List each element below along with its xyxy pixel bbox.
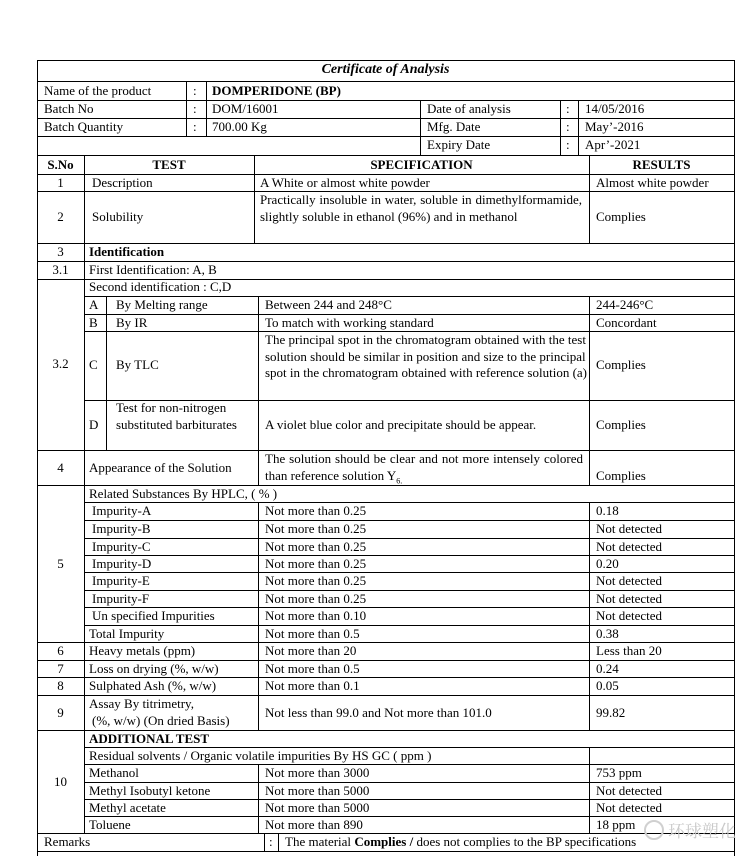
result: Complies [596, 468, 646, 483]
result: 0.38 [596, 626, 619, 641]
result: 244-246°C [596, 297, 654, 312]
specification: Not more than 5000 [265, 783, 370, 798]
section-heading: ADDITIONAL TEST [89, 731, 210, 746]
batch-no-value: DOM/16001 [212, 101, 279, 116]
specification: Not more than 890 [265, 817, 363, 832]
batch-qty-value: 700.00 Kg [212, 119, 267, 134]
impurity-name: Impurity-A [92, 503, 152, 518]
row-sno: 1 [57, 175, 64, 190]
expiry-date-label: Expiry Date [427, 137, 491, 152]
test-name: Assay By titrimetry, [89, 696, 194, 711]
result: 99.82 [596, 705, 626, 720]
test-name: By Melting range [116, 297, 208, 312]
result: Complies [596, 357, 646, 372]
mfg-date-value: May’-2016 [585, 119, 644, 134]
row-sno: 9 [57, 705, 64, 720]
specification: A White or almost white powder [260, 175, 430, 190]
specification: The solution should be clear and not more intensely colored than reference solution $Y_{6.}$ [265, 451, 583, 486]
specification: Not more than 0.25 [265, 521, 367, 536]
impurity-name: Impurity-D [92, 556, 152, 571]
test-name: Test for non-nitrogen substituted barbiturates [116, 400, 237, 432]
row-sno: 6 [57, 643, 64, 658]
remarks-text: The material Complies / does not complies to the BP specifications [285, 834, 637, 849]
test-name: First Identification: A, B [89, 262, 217, 277]
product-value: DOMPERIDONE (BP) [212, 83, 341, 98]
watermark-logo: 环球塑化 [644, 817, 736, 842]
specification: A violet blue color and precipitate should be appear. [265, 417, 537, 432]
row-sno: 5 [57, 556, 64, 571]
specification: Not more than 0.10 [265, 608, 367, 623]
row-sno: 4 [57, 460, 64, 475]
remarks-label: Remarks [44, 834, 91, 849]
header-specification: SPECIFICATION [370, 157, 473, 172]
specification: Not more than 0.25 [265, 503, 367, 518]
solvent-name: Methanol [89, 765, 139, 780]
impurity-name: Impurity-E [92, 573, 150, 588]
impurity-name: Total Impurity [89, 626, 165, 641]
test-name: Sulphated Ash (%, w/w) [89, 678, 217, 693]
test-name: Loss on drying (%, w/w) [89, 661, 219, 676]
result: Concordant [596, 315, 657, 330]
result: Complies [596, 209, 646, 224]
impurity-name: Impurity-B [92, 521, 151, 536]
sub-letter: D [89, 417, 99, 432]
specification: Not more than 0.5 [265, 626, 360, 641]
colon: : [566, 137, 570, 152]
result: Almost white powder [596, 175, 709, 190]
specification: Practically insoluble in water, soluble in dimethylformamide, slightly soluble in ethanol (96%) and in methanol [260, 192, 582, 224]
row-sno: 3.1 [52, 262, 69, 277]
result: 0.18 [596, 503, 619, 518]
header-results: RESULTS [632, 157, 691, 172]
result: 0.05 [596, 678, 619, 693]
sub-letter: B [89, 315, 98, 330]
solvent-name: Toluene [89, 817, 131, 832]
specification: Not more than 0.25 [265, 591, 367, 606]
test-name: Description [92, 175, 153, 190]
specification: To match with working standard [265, 315, 434, 330]
batch-qty-label: Batch Quantity [44, 119, 124, 134]
expiry-date-value: Apr’-2021 [585, 137, 641, 152]
result: Not detected [596, 521, 663, 536]
result: Not detected [596, 591, 663, 606]
test-name: Heavy metals (ppm) [89, 643, 196, 658]
row-sno: 2 [57, 209, 64, 224]
impurity-name: Un specified Impurities [92, 608, 215, 623]
specification: Between 244 and 248°C [265, 297, 392, 312]
subsection-heading: Residual solvents / Organic volatile impurities By HS GC ( ppm ) [89, 748, 432, 763]
colon: : [269, 834, 273, 849]
date-analysis-label: Date of analysis [427, 101, 511, 116]
date-analysis-value: 14/05/2016 [585, 101, 645, 116]
test-name: Solubility [92, 209, 144, 224]
test-name: Appearance of the Solution [89, 460, 232, 475]
test-name: By IR [116, 315, 148, 330]
row-sno: 10 [54, 774, 67, 789]
test-name: Second identification : C,D [89, 279, 232, 294]
result: Less than 20 [596, 643, 662, 658]
result: Not detected [596, 539, 663, 554]
batch-no-label: Batch No [44, 101, 94, 116]
specification: Not more than 0.25 [265, 556, 367, 571]
specification: Not more than 0.25 [265, 539, 367, 554]
colon: : [193, 119, 197, 134]
specification: Not less than 99.0 and Not more than 101.0 [265, 705, 492, 720]
result: 753 ppm [596, 765, 642, 780]
specification: Not more than 0.5 [265, 661, 360, 676]
impurity-name: Impurity-F [92, 591, 150, 606]
specification: Not more than 5000 [265, 800, 370, 815]
section-heading: Identification [89, 244, 165, 259]
header-test: TEST [152, 157, 186, 172]
row-sno: 3.2 [52, 356, 69, 371]
row-sno: 7 [57, 661, 64, 676]
document-title: Certificate of Analysis [321, 62, 450, 77]
row-sno: 8 [57, 678, 64, 693]
result: Not detected [596, 573, 663, 588]
colon: : [193, 101, 197, 116]
mfg-date-label: Mfg. Date [427, 119, 481, 134]
colon: : [193, 83, 197, 98]
specification: Not more than 0.1 [265, 678, 360, 693]
row-sno: 3 [57, 244, 64, 259]
specification: The principal spot in the chromatogram obtained with the test solution should be similar in position and size to the principal spot in the chromatogram obtained with reference solution (a) [265, 332, 588, 380]
product-label: Name of the product [44, 83, 152, 98]
globe-icon [644, 820, 664, 840]
sub-letter: C [89, 357, 98, 372]
result: 0.24 [596, 661, 619, 676]
impurity-name: Impurity-C [92, 539, 151, 554]
specification: Not more than 0.25 [265, 573, 367, 588]
test-name-line2: (%, w/w) (On dried Basis) [92, 713, 230, 728]
result: Complies [596, 417, 646, 432]
test-name: By TLC [116, 357, 159, 372]
solvent-name: Methyl acetate [89, 800, 166, 815]
header-sno: S.No [47, 157, 74, 172]
colon: : [566, 119, 570, 134]
result: Not detected [596, 608, 663, 623]
result: 18 ppm [596, 817, 636, 832]
result: 0.20 [596, 556, 619, 571]
result: Not detected [596, 800, 663, 815]
result: Not detected [596, 783, 663, 798]
test-name: Related Substances By HPLC, ( % ) [89, 486, 278, 501]
specification: Not more than 3000 [265, 765, 370, 780]
specification: Not more than 20 [265, 643, 357, 658]
sub-letter: A [89, 297, 99, 312]
solvent-name: Methyl Isobutyl ketone [89, 783, 211, 798]
colon: : [566, 101, 570, 116]
